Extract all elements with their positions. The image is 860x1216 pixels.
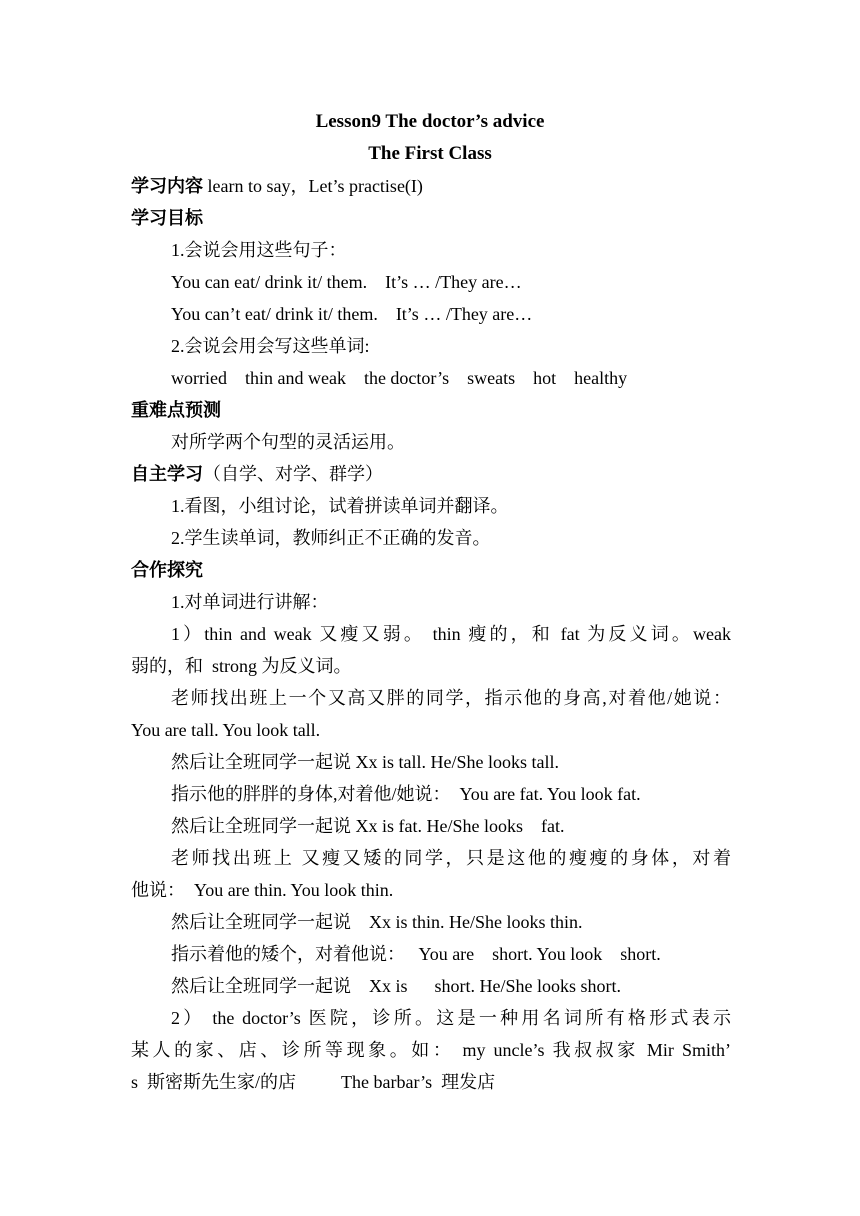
paragraph-thin-short-student: 老师找出班上 又瘦又矮的同学，只是这他的瘦瘦的身体，对着	[171, 848, 731, 868]
objective-1: 1.会说会用这些句子：	[171, 240, 347, 260]
paragraph-class-tall: 然后让全班同学一起说 Xx is tall. He/She looks tall.	[171, 752, 559, 772]
objective-1-sentence-1: You can eat/ drink it/ them. It’s … /They are…	[171, 272, 522, 292]
content-text: learn to say，Let’s practise(I)	[203, 176, 423, 196]
objective-2: 2.会说会用会写这些单词:	[171, 336, 370, 356]
self-study-step-1: 1.看图，小组讨论，试着拼读单词并翻译。	[171, 496, 509, 516]
paragraph-thin-weak: 1）thin and weak 又瘦又弱。 thin 瘦的，和 fat 为反义词。weak	[171, 624, 731, 644]
paragraph-short-height: 指示着他的矮个，对着他说： You are short. You look short.	[171, 944, 661, 964]
content-line	[131, 174, 423, 198]
paragraph-class-short: 然后让全班同学一起说 Xx is short. He/She looks short.	[171, 976, 621, 996]
paragraph-tall-fat-student-cont: You are tall. You look tall.	[131, 720, 321, 740]
paragraph-doctors-cont: 某人的家、店、诊所等现象。如： my uncle’s 我叔叔家 Mir Smith’	[131, 1040, 731, 1060]
paragraph-doctors: 2） the doctor’s 医院，诊所。这是一种用名词所有格形式表示	[171, 1008, 731, 1028]
self-study-note: （自学、对学、群学）	[203, 464, 383, 484]
difficulty-text: 对所学两个句型的灵活运用。	[171, 432, 405, 452]
paragraph-tall-fat-student: 老师找出班上一个又高又胖的同学，指示他的身高,对着他/她说：	[171, 688, 731, 708]
lesson-subtitle: The First Class	[368, 143, 492, 164]
lesson-title: Lesson9 The doctor’s advice	[315, 111, 545, 132]
cooperation-step-1: 1.对单词进行讲解：	[171, 592, 329, 612]
paragraph-class-thin: 然后让全班同学一起说 Xx is thin. He/She looks thin.	[171, 912, 583, 932]
paragraph-thin-weak-cont: 弱的，和 strong 为反义词。	[131, 656, 352, 676]
self-study-heading: 自主学习	[131, 464, 203, 484]
paragraph-class-fat: 然后让全班同学一起说 Xx is fat. He/She looks fat.	[171, 816, 565, 836]
cooperation-heading: 合作探究	[131, 560, 203, 580]
objective-2-words: worried thin and weak the doctor’s sweats hot healthy	[171, 368, 628, 388]
self-study-line	[131, 462, 383, 486]
difficulty-heading: 重难点预测	[131, 400, 221, 420]
self-study-step-2: 2.学生读单词，教师纠正不正确的发音。	[171, 528, 491, 548]
paragraph-thin-short-student-cont: 他说： You are thin. You look thin.	[131, 880, 394, 900]
objective-1-sentence-2: You can’t eat/ drink it/ them. It’s … /They are…	[171, 304, 533, 324]
paragraph-doctors-cont-2: s 斯密斯先生家/的店 The barbar’s 理发店	[131, 1072, 496, 1092]
content-label: 学习内容	[131, 176, 203, 196]
paragraph-fat-body: 指示他的胖胖的身体,对着他/她说： You are fat. You look fat.	[171, 784, 641, 804]
objectives-heading: 学习目标	[131, 208, 203, 228]
